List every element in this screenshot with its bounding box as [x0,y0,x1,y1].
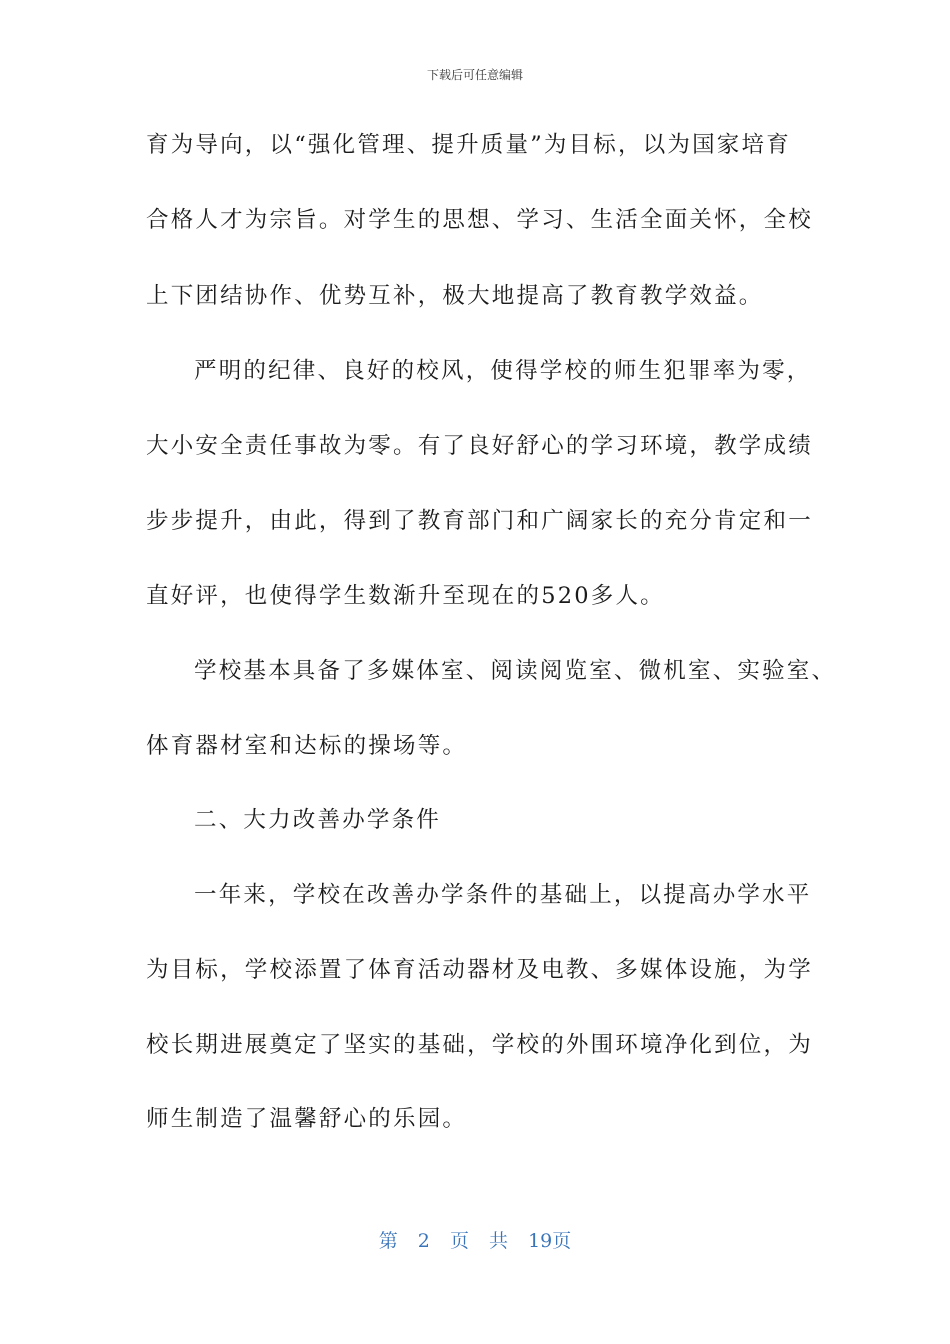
footer-current-page: 2 [417,1230,430,1252]
body-line: 合格人才为宗旨。对学生的思想、学习、生活全面关怀，全校 [146,207,813,233]
body-line: 体育器材室和达标的操场等。 [146,733,468,759]
footer-label-prefix: 第 [378,1230,398,1252]
body-line: 上下团结协作、优势互补，极大地提高了教育教学效益。 [146,283,764,309]
paragraph-start: 严明的纪律、良好的校风，使得学校的师生犯罪率为零， [194,358,812,384]
body-line: 师生制造了温馨舒心的乐园。 [146,1106,468,1132]
paragraph-start: 一年来，学校在改善办学条件的基础上，以提高办学水平 [194,882,812,908]
footer-label-total: 共 [489,1230,509,1252]
footer-label-page: 页 [449,1230,469,1252]
paragraph-start: 学校基本具备了多媒体室、阅读阅览室、微机室、实验室、 [194,658,837,684]
footer-total-pages: 19页 [528,1230,572,1252]
body-line: 大小安全责任事故为零。有了良好舒心的学习环境，教学成绩 [146,433,813,459]
body-line: 直好评，也使得学生数渐升至现在的520多人。 [146,583,665,609]
body-line: 步步提升，由此，得到了教育部门和广阔家长的充分肯定和一 [146,508,813,534]
body-line: 为目标，学校添置了体育活动器材及电教、多媒体设施，为学 [146,957,813,983]
body-line: 校长期进展奠定了坚实的基础，学校的外围环境净化到位，为 [146,1032,813,1058]
header-note: 下载后可任意编辑 [426,68,523,82]
page-footer [0,1226,950,1253]
body-line: 育为导向，以“强化管理、提升质量”为目标，以为国家培育 [146,132,791,158]
section-heading: 二、大力改善办学条件 [194,807,442,833]
